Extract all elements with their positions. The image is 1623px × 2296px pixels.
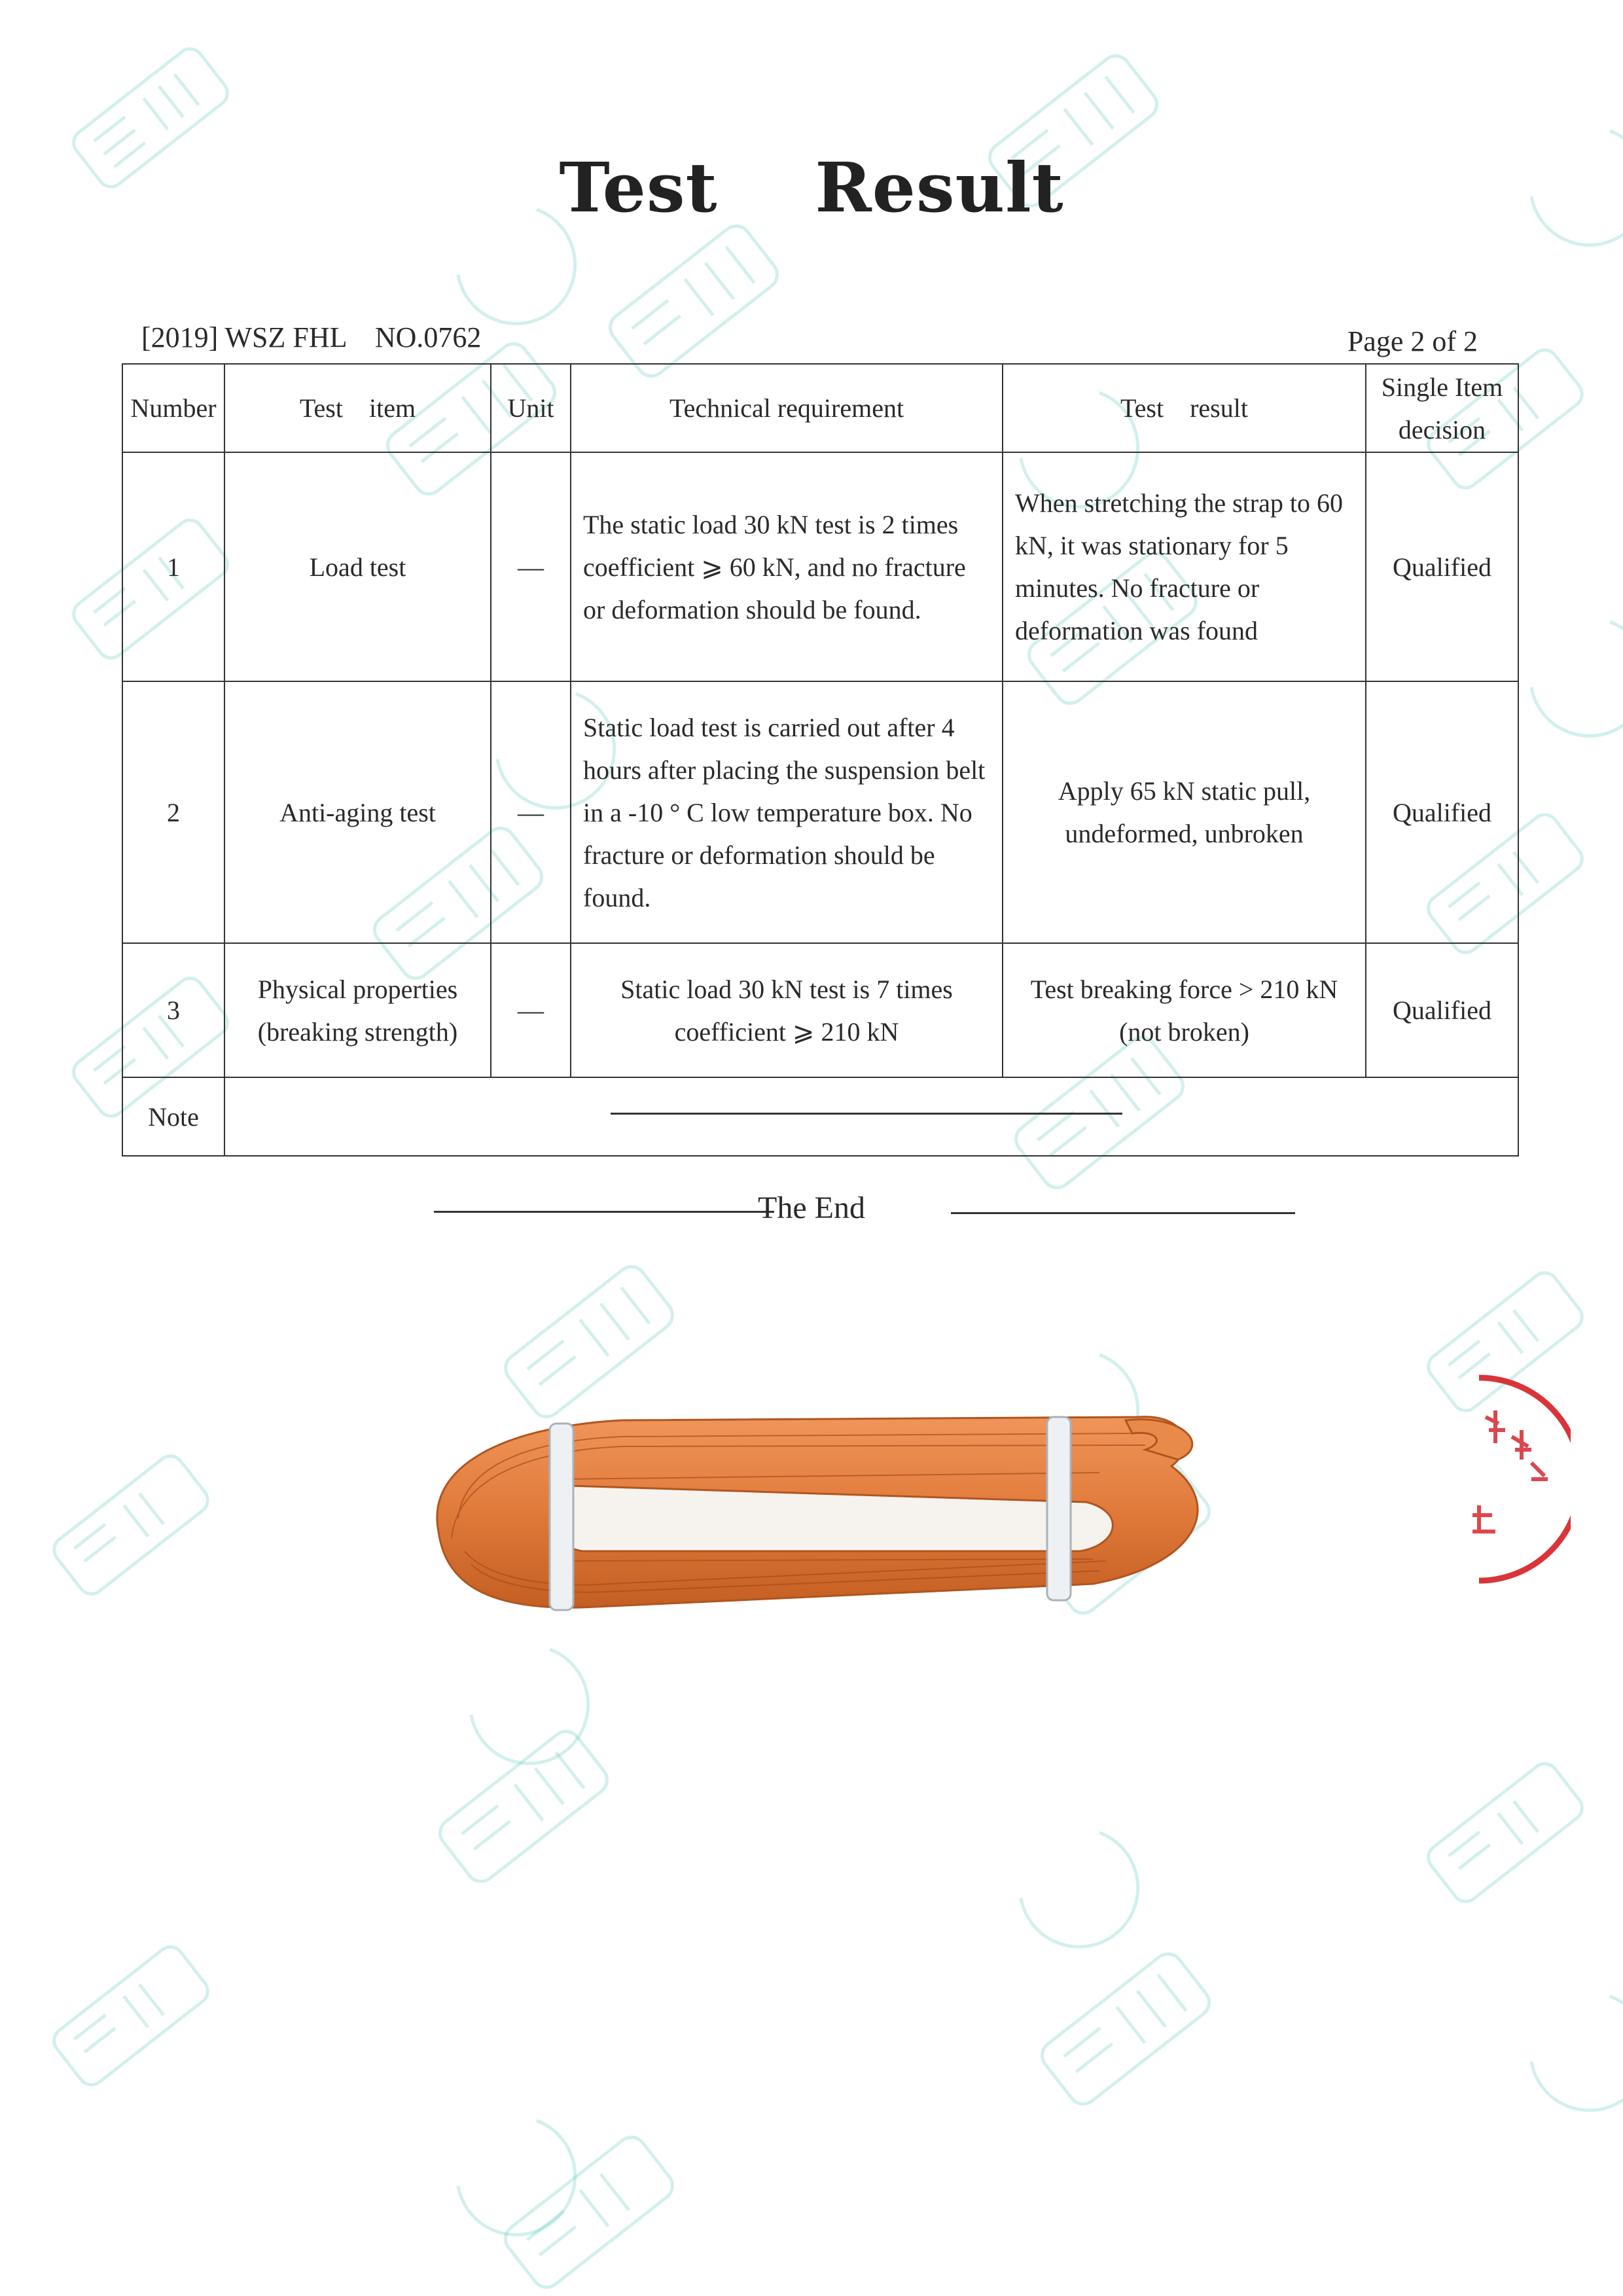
header-test-result: Test result xyxy=(1003,364,1366,452)
header-test-item: Test item xyxy=(224,364,491,452)
row-result: Test breaking force > 210 kN (not broken) xyxy=(1003,943,1366,1077)
note-blank-line xyxy=(611,1113,1122,1115)
row-number: 3 xyxy=(122,943,224,1077)
row-test-item: Load test xyxy=(224,452,491,681)
header-technical-requirement: Technical requirement xyxy=(571,364,1003,452)
row-requirement: The static load 30 kN test is 2 times coefficient ⩾ 60 kN, and no fracture or deformation should be found. xyxy=(571,452,1003,681)
row-result: Apply 65 kN static pull, undeformed, unbroken xyxy=(1003,681,1366,943)
table-row xyxy=(122,943,1518,1077)
header-unit: Unit xyxy=(491,364,571,452)
row-unit: — xyxy=(491,943,571,1077)
header-number: Number xyxy=(122,364,224,452)
note-content xyxy=(224,1077,1518,1156)
table-row xyxy=(122,452,1518,681)
row-number: 2 xyxy=(122,681,224,943)
company-seal-stamp xyxy=(1440,1365,1571,1594)
row-result: When stretching the strap to 60 kN, it was stationary for 5 minutes. No fracture or deformation was found xyxy=(1003,452,1366,681)
row-unit: — xyxy=(491,681,571,943)
note-label: Note xyxy=(122,1077,224,1156)
row-requirement: Static load test is carried out after 4 hours after placing the suspension belt in a -10 ° C low temperature box. No fracture or deformation should be found. xyxy=(571,681,1003,943)
end-marker: The End xyxy=(758,1191,865,1225)
end-divider-right xyxy=(951,1212,1295,1214)
report-title: Test Result xyxy=(559,147,1064,228)
test-result-table xyxy=(122,363,1519,1157)
report-number: [2019] WSZ FHL NO.0762 xyxy=(141,321,482,353)
note-row xyxy=(122,1077,1518,1156)
lifting-sling-photo xyxy=(412,1388,1224,1630)
table-header-row xyxy=(122,364,1518,452)
row-decision: Qualified xyxy=(1366,943,1518,1077)
row-test-item: Anti-aging test xyxy=(224,681,491,943)
row-test-item: Physical properties (breaking strength) xyxy=(224,943,491,1077)
header-decision: Single Item decision xyxy=(1366,364,1518,452)
row-unit: — xyxy=(491,452,571,681)
table-row xyxy=(122,681,1518,943)
page-indicator: Page 2 of 2 xyxy=(1347,325,1478,357)
row-decision: Qualified xyxy=(1366,681,1518,943)
row-requirement: Static load 30 kN test is 7 times coefficient ⩾ 210 kN xyxy=(571,943,1003,1077)
row-decision: Qualified xyxy=(1366,452,1518,681)
row-number: 1 xyxy=(122,452,224,681)
